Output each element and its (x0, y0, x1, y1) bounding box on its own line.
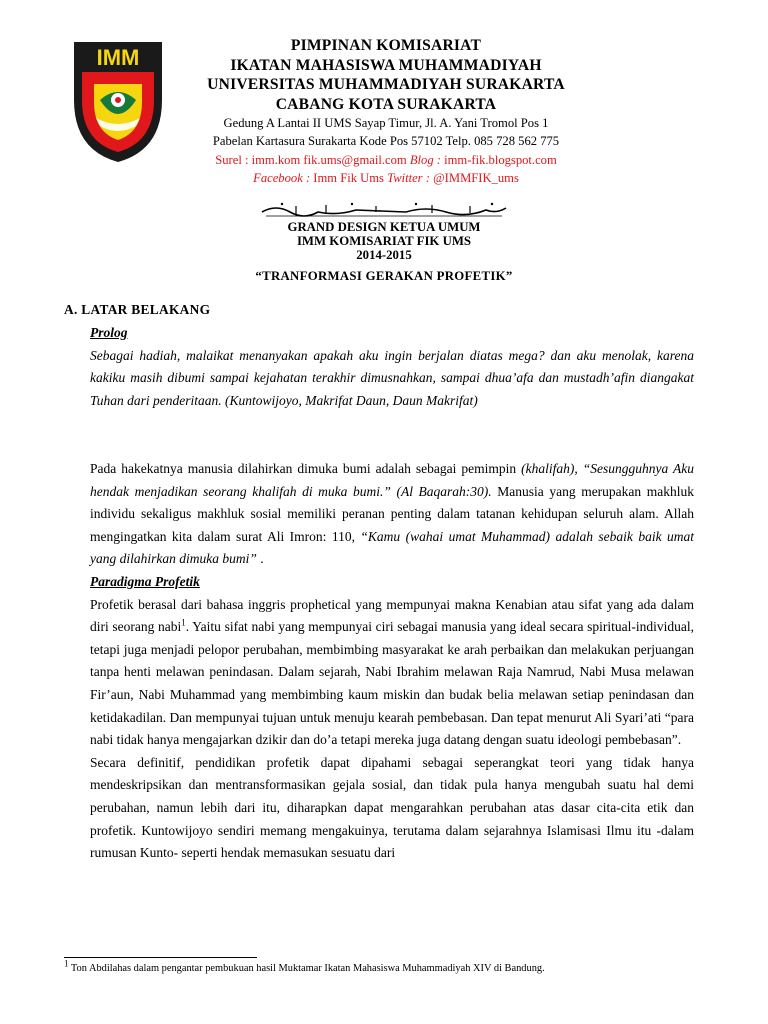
basmalah-calligraphy (256, 200, 512, 220)
footnote-text: Ton Abdilahas dalam pengantar pembukuan hasil Muktamar Ikatan Mahasiswa Muhammadiyah XIV di Bandung. (68, 963, 545, 974)
footnote-mark: 1 (64, 958, 69, 969)
blog-link[interactable]: imm-fik.blogspot.com (444, 152, 557, 167)
p2-text-b: . Yaitu sifat nabi yang mempunyai ciri sebagai manusia yang ideal secara spiritual-individual, tetapi juga menjadi pelopor perubahan, membimbing masyarakat ke arah perbaikan dan melakukan perjuangan tanpa henti melawan penindasan. Dalam sejarah, Nabi Ibrahim melawan Raja Namrud, Nabi Musa melawan Fir’aun, Nabi Muhammad yang membimbing kaum miskin dan budak belia melawan setiap penindasan dan ketidakadilan. Dan mempunyai tujuan untuk menuju kearah pembebasan. Dan tepat menurut Ali Syari’ati “para nabi tidak hanya mengajarkan dzikir dan do’a tetapi mereka juga datang dengan suatu ideologi pembebasan”. (90, 619, 694, 748)
title-line-1: GRAND DESIGN KETUA UMUM (287, 220, 481, 234)
p1-quote-imron: “Kamu (wahai umat Muhammad) adalah sebaik baik umat yang dilahirkan dimuka bumi” (90, 528, 694, 567)
prolog-block (90, 322, 694, 412)
paradigma-paragraph (90, 594, 694, 752)
contact-social (178, 169, 594, 187)
surel-label: Surel : (215, 152, 252, 167)
contact-email-blog (178, 151, 594, 169)
org-line: CABANG KOTA SURAKARTA (275, 95, 497, 113)
letterhead (178, 36, 594, 188)
org-line: UNIVERSITAS MUHAMMADIYAH SURAKARTA (207, 76, 565, 93)
twitter-value: @IMMFIK_ums (433, 171, 519, 186)
title-line-3: 2014-2015 (356, 248, 412, 263)
document-theme: “TRANFORMASI GERAKAN PROFETIK” (255, 268, 513, 283)
p1-quote-baqarah: “Sesungguhnya Aku hendak menjadikan seorang khalifah di muka bumi.” (Al Baqarah:30). (90, 461, 694, 499)
title-line-2: IMM KOMISARIAT FIK UMS (296, 234, 472, 249)
logo-text: IMM (96, 45, 140, 70)
address-line-2: Pabelan Kartasura Surakarta Kode Pos 57102 Telp. 085 728 562 775 (212, 134, 560, 149)
org-line: IKATAN MAHASISWA MUHAMMADIYAH (230, 56, 542, 74)
paradigma-heading: Paradigma Profetik (90, 574, 200, 589)
email-link[interactable]: imm.kom fik.ums@gmail.com (251, 152, 407, 167)
facebook-value: Imm Fik Ums (313, 171, 384, 186)
facebook-label: Facebook : (253, 171, 314, 186)
blog-label: Blog : (409, 152, 445, 167)
p1-text-d: Manusia yang merupakan makhluk individu sekaligus makhluk sosial memiliki peranan penting dalam tatanan kehidupan seluruh alam. Allah mengingatkan kita dalam surat Ali Imron: 110, (90, 483, 695, 544)
prolog-quote: Sebagai hadiah, malaikat menanyakan apakah aku ingin berjalan diatas mega? dan aku menolak, karena kakiku masih dibumi sampai kejahatan terakhir dimusnahkan, sampai dhua’afa dan mustadh’afin diangakat Tuhan dari penderitaan. (Kuntowijoyo, Makrifat Daun, Daun Makrifat) (90, 347, 694, 408)
address-line-1: Gedung A Lantai II UMS Sayap Timur, Jl. A. Yani Tromol Pos 1 (223, 116, 549, 130)
footnote-divider (64, 957, 257, 958)
document-title (150, 220, 618, 283)
p1-text-a: Pada hakekatnya manusia dilahirkan dimuka bumi adalah sebagai pemimpin (90, 461, 522, 476)
p2-text-a: Profetik berasal dari bahasa inggris prophetical yang mempunyai makna Kenabian atau sifat yang ada dalam diri seorang nabi (90, 596, 694, 635)
paradigma-block (90, 571, 694, 865)
p1-text-f: . (256, 551, 264, 567)
footnote (64, 958, 545, 975)
prolog-heading: Prolog (90, 325, 128, 340)
section-heading: A. LATAR BELAKANG (64, 302, 211, 317)
org-line: PIMPINAN KOMISARIAT (290, 37, 482, 54)
definitif-paragraph: Secara definitif, pendidikan profetik dapat dipahami sebagai seperangkat teori yang tidak hanya mendeskripsikan dan mentransformasikan gejala sosial, dan tidak pula hanya mengubah suatu hal demi perubahan, namun lebih dari itu, diharapkan dapat mengarahkan perubahan atas dasar cita-cita etik dan profetik. Kuntowijoyo sendiri memang mengakuinya, terutama dalam sejarahnya Islamisasi Ilmu itu -dalam rumusan Kunto- seperti hendak memasukan sesuatu dari (90, 754, 694, 861)
imm-logo (70, 38, 166, 166)
p1-text-b: (khalifah), (521, 461, 578, 476)
paragraph-khalifah (90, 458, 694, 571)
twitter-label: Twitter : (387, 171, 434, 186)
footnote-reference[interactable]: 1 (181, 617, 186, 628)
